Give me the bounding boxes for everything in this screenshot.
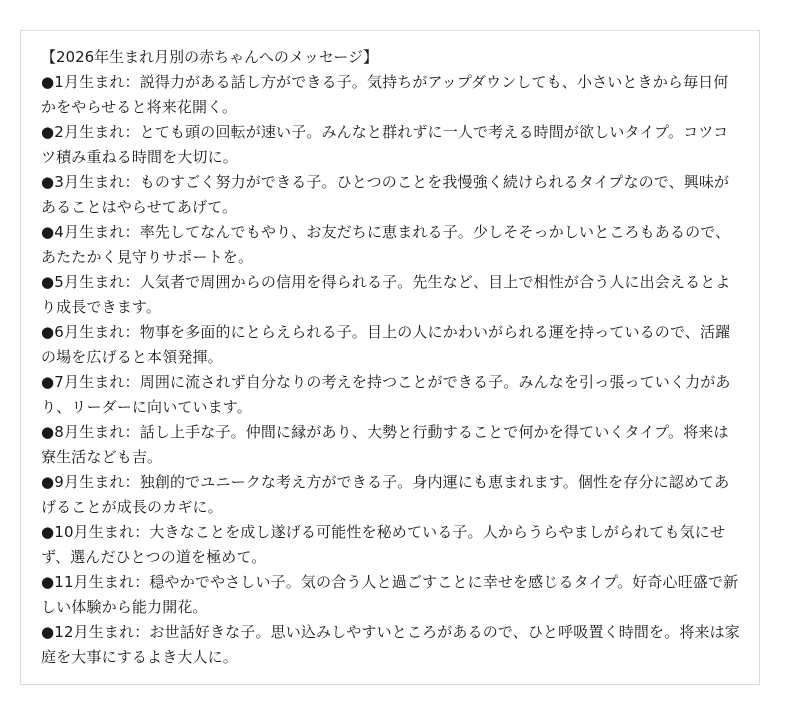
month-label: 5月生まれ：: [54, 273, 140, 291]
month-label: 10月生まれ：: [54, 523, 150, 541]
bullet-icon: ●: [41, 223, 55, 241]
month-message-item: [41, 420, 741, 470]
month-message-text: 話し上手な子。仲間に縁があり、大勢と行動することで何かを得ていくタイプ。将来は寮生活なども吉。: [41, 423, 729, 466]
month-label: 12月生まれ：: [54, 623, 150, 641]
month-message-item: [41, 170, 741, 220]
month-message-item: [41, 520, 741, 570]
month-message-text: 物事を多面的にとらえられる子。目上の人にかわいがられる運を持っているので、活躍の場を広げると本領発揮。: [41, 323, 731, 366]
month-message-item: [41, 470, 741, 520]
bullet-icon: ●: [41, 373, 55, 391]
bullet-icon: ●: [41, 523, 55, 541]
month-message-text: 独創的でユニークな考え方ができる子。身内運にも恵まれます。個性を存分に認めてあげることが成長のカギに。: [41, 473, 730, 516]
month-message-text: 穏やかでやさしい子。気の合う人と過ごすことに幸せを感じるタイプ。好奇心旺盛で新しい体験から能力開花。: [41, 573, 739, 616]
bullet-icon: ●: [41, 573, 55, 591]
month-label: 4月生まれ：: [54, 223, 140, 241]
month-message-item: [41, 570, 741, 620]
bullet-icon: ●: [41, 273, 55, 291]
month-message-text: 率先してなんでもやり、お友だちに恵まれる子。少しそそっかしいところもあるので、あたたかく見守りサポートを。: [41, 223, 731, 266]
month-message-text: ものすごく努力ができる子。ひとつのことを我慢強く続けられるタイプなので、興味があることはやらせてあげて。: [41, 173, 730, 216]
month-message-text: 説得力がある話し方ができる子。気持ちがアップダウンしても、小さいときから毎日何かをやらせると将来花開く。: [41, 73, 729, 116]
month-label: 3月生まれ：: [54, 173, 140, 191]
bullet-icon: ●: [41, 623, 55, 641]
page-title: 【2026年生まれ月別の赤ちゃんへのメッセージ】: [41, 48, 378, 66]
month-message-item: [41, 370, 741, 420]
month-message-item: [41, 320, 741, 370]
bullet-icon: ●: [41, 423, 55, 441]
month-message-item: [41, 620, 741, 670]
month-label: 6月生まれ：: [54, 323, 140, 341]
month-message-text: 大きなことを成し遂げる可能性を秘めている子。人からうらやましがられても気にせず、選んだひとつの道を極めて。: [41, 523, 726, 566]
month-message-text: 周囲に流されず自分なりの考えを持つことができる子。みんなを引っ張っていく力があり、リーダーに向いています。: [41, 373, 731, 416]
month-label: 7月生まれ：: [54, 373, 140, 391]
bullet-icon: ●: [41, 73, 55, 91]
month-label: 9月生まれ：: [54, 473, 140, 491]
month-label: 8月生まれ：: [54, 423, 140, 441]
bullet-icon: ●: [41, 173, 55, 191]
month-message-list: [41, 70, 741, 670]
bullet-icon: ●: [41, 323, 55, 341]
message-card: [20, 30, 760, 685]
bullet-icon: ●: [41, 123, 55, 141]
month-message-text: お世話好きな子。思い込みしやすいところがあるので、ひと呼吸置く時間を。将来は家庭を大事にするよき大人に。: [41, 623, 740, 666]
month-message-item: [41, 120, 741, 170]
month-label: 1月生まれ：: [54, 73, 140, 91]
month-message-text: 人気者で周囲からの信用を得られる子。先生など、目上で相性が合う人に出会えるとより成長できます。: [41, 273, 731, 316]
month-message-item: [41, 270, 741, 320]
month-message-item: [41, 220, 741, 270]
bullet-icon: ●: [41, 473, 55, 491]
month-message-text: とても頭の回転が速い子。みんなと群れずに一人で考える時間が欲しいタイプ。コツコツ積み重ねる時間を大切に。: [41, 123, 729, 166]
month-message-item: [41, 70, 741, 120]
month-label: 11月生まれ：: [54, 573, 150, 591]
month-label: 2月生まれ：: [54, 123, 140, 141]
